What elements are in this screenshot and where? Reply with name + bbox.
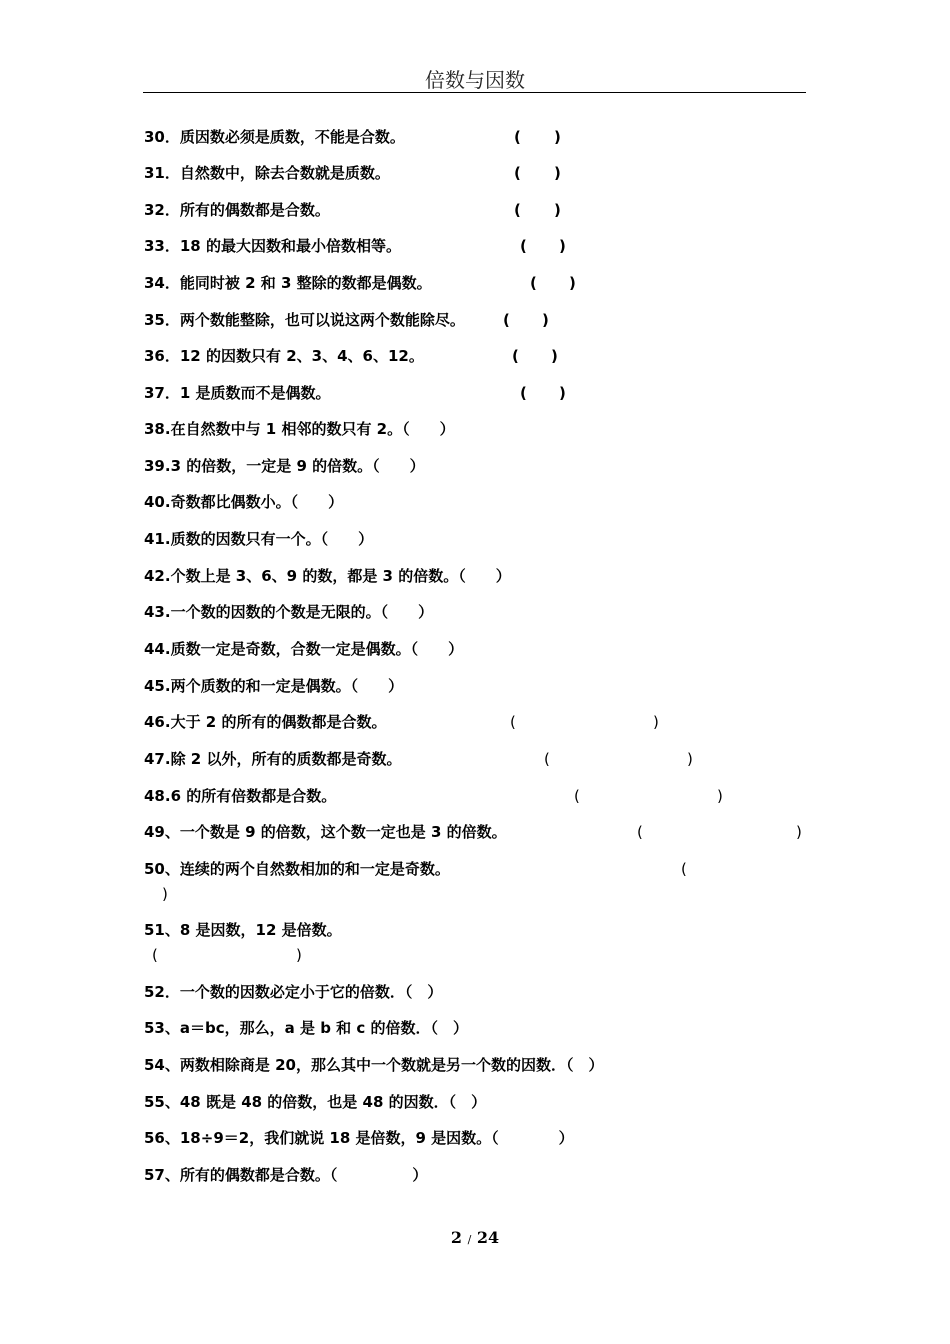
page-total: 24 [476, 1228, 500, 1247]
question-38: 38.在自然数中与 1 相邻的数只有 2。（ ） [144, 420, 455, 438]
question-47-paren-open: ( [544, 750, 550, 768]
question-50-paren-open: ( [681, 860, 687, 878]
question-45: 45.两个质数的和一定是偶数。（ ） [144, 677, 404, 695]
page-current: 2 [450, 1228, 462, 1247]
question-34: 34．能同时被 2 和 3 整除的数都是偶数。 [144, 274, 432, 292]
question-51-paren-open: ( [152, 946, 158, 964]
question-33: 33．18 的最大因数和最小倍数相等。 [144, 237, 401, 255]
question-33-paren-close: ) [559, 237, 566, 255]
question-43: 43.一个数的因数的个数是无限的。（ ） [144, 603, 434, 621]
question-47: 47.除 2 以外，所有的质数都是奇数。 [144, 750, 402, 768]
question-53: 53、a＝bc，那么，a 是 b 和 c 的倍数．（ ） [144, 1019, 468, 1037]
header-divider [143, 92, 806, 93]
question-32-paren-close: ) [554, 201, 561, 219]
page-number [0, 1228, 950, 1247]
question-50-paren-close: ) [162, 885, 168, 903]
question-46-paren-open: ( [510, 713, 516, 731]
question-36: 36．12 的因数只有 2、3、4、6、12。 [144, 347, 424, 365]
question-51: 51、8 是因数，12 是倍数。 [144, 921, 342, 939]
question-41: 41.质数的因数只有一个。（ ） [144, 530, 374, 548]
question-36-paren-close: ) [551, 347, 558, 365]
question-32: 32．所有的偶数都是合数。 [144, 201, 330, 219]
question-35-paren-close: ) [542, 311, 549, 329]
question-34-paren-open: ( [530, 274, 537, 292]
page-header-title: 倍数与因数 [425, 68, 525, 92]
question-32-paren-open: ( [514, 201, 521, 219]
question-37-paren-close: ) [559, 384, 566, 402]
question-35-paren-open: ( [503, 311, 510, 329]
question-48: 48.6 的所有倍数都是合数。 [144, 787, 337, 805]
question-31: 31．自然数中，除去合数就是质数。 [144, 164, 390, 182]
question-42: 42.个数上是 3、6、9 的数，都是 3 的倍数。（ ） [144, 567, 511, 585]
question-49: 49、一个数是 9 的倍数，这个数一定也是 3 的倍数。 [144, 823, 507, 841]
question-47-paren-close: ) [687, 750, 693, 768]
question-48-paren-open: ( [574, 787, 580, 805]
question-50: 50、连续的两个自然数相加的和一定是奇数。 [144, 860, 450, 878]
question-30: 30．质因数必须是质数，不能是合数。 [144, 128, 405, 146]
question-31-paren-close: ) [554, 164, 561, 182]
question-57: 57、所有的偶数都是合数。（ ） [144, 1166, 428, 1184]
question-34-paren-close: ) [569, 274, 576, 292]
question-33-paren-open: ( [520, 237, 527, 255]
question-48-paren-close: ) [717, 787, 723, 805]
question-46: 46.大于 2 的所有的偶数都是合数。 [144, 713, 387, 731]
question-54: 54、两数相除商是 20，那么其中一个数就是另一个数的因数．（ ） [144, 1056, 604, 1074]
question-55: 55、48 既是 48 的倍数，也是 48 的因数．（ ） [144, 1093, 487, 1111]
question-39: 39.3 的倍数，一定是 9 的倍数。（ ） [144, 457, 425, 475]
question-49-paren-close: ) [796, 823, 802, 841]
question-51-paren-close: ) [296, 946, 302, 964]
page-separator: / [467, 1233, 472, 1246]
question-37-paren-open: ( [520, 384, 527, 402]
question-36-paren-open: ( [512, 347, 519, 365]
question-52: 52．一个数的因数必定小于它的倍数．（ ） [144, 983, 443, 1001]
question-37: 37．1 是质数而不是偶数。 [144, 384, 331, 402]
question-30-paren-open: ( [514, 128, 521, 146]
question-35: 35．两个数能整除，也可以说这两个数能除尽。 [144, 311, 465, 329]
question-44: 44.质数一定是奇数，合数一定是偶数。（ ） [144, 640, 464, 658]
question-30-paren-close: ) [554, 128, 561, 146]
question-56: 56、18÷9＝2，我们就说 18 是倍数，9 是因数。（ ） [144, 1129, 574, 1147]
question-40: 40.奇数都比偶数小。（ ） [144, 493, 344, 511]
question-49-paren-open: ( [637, 823, 643, 841]
question-31-paren-open: ( [514, 164, 521, 182]
question-46-paren-close: ) [653, 713, 659, 731]
